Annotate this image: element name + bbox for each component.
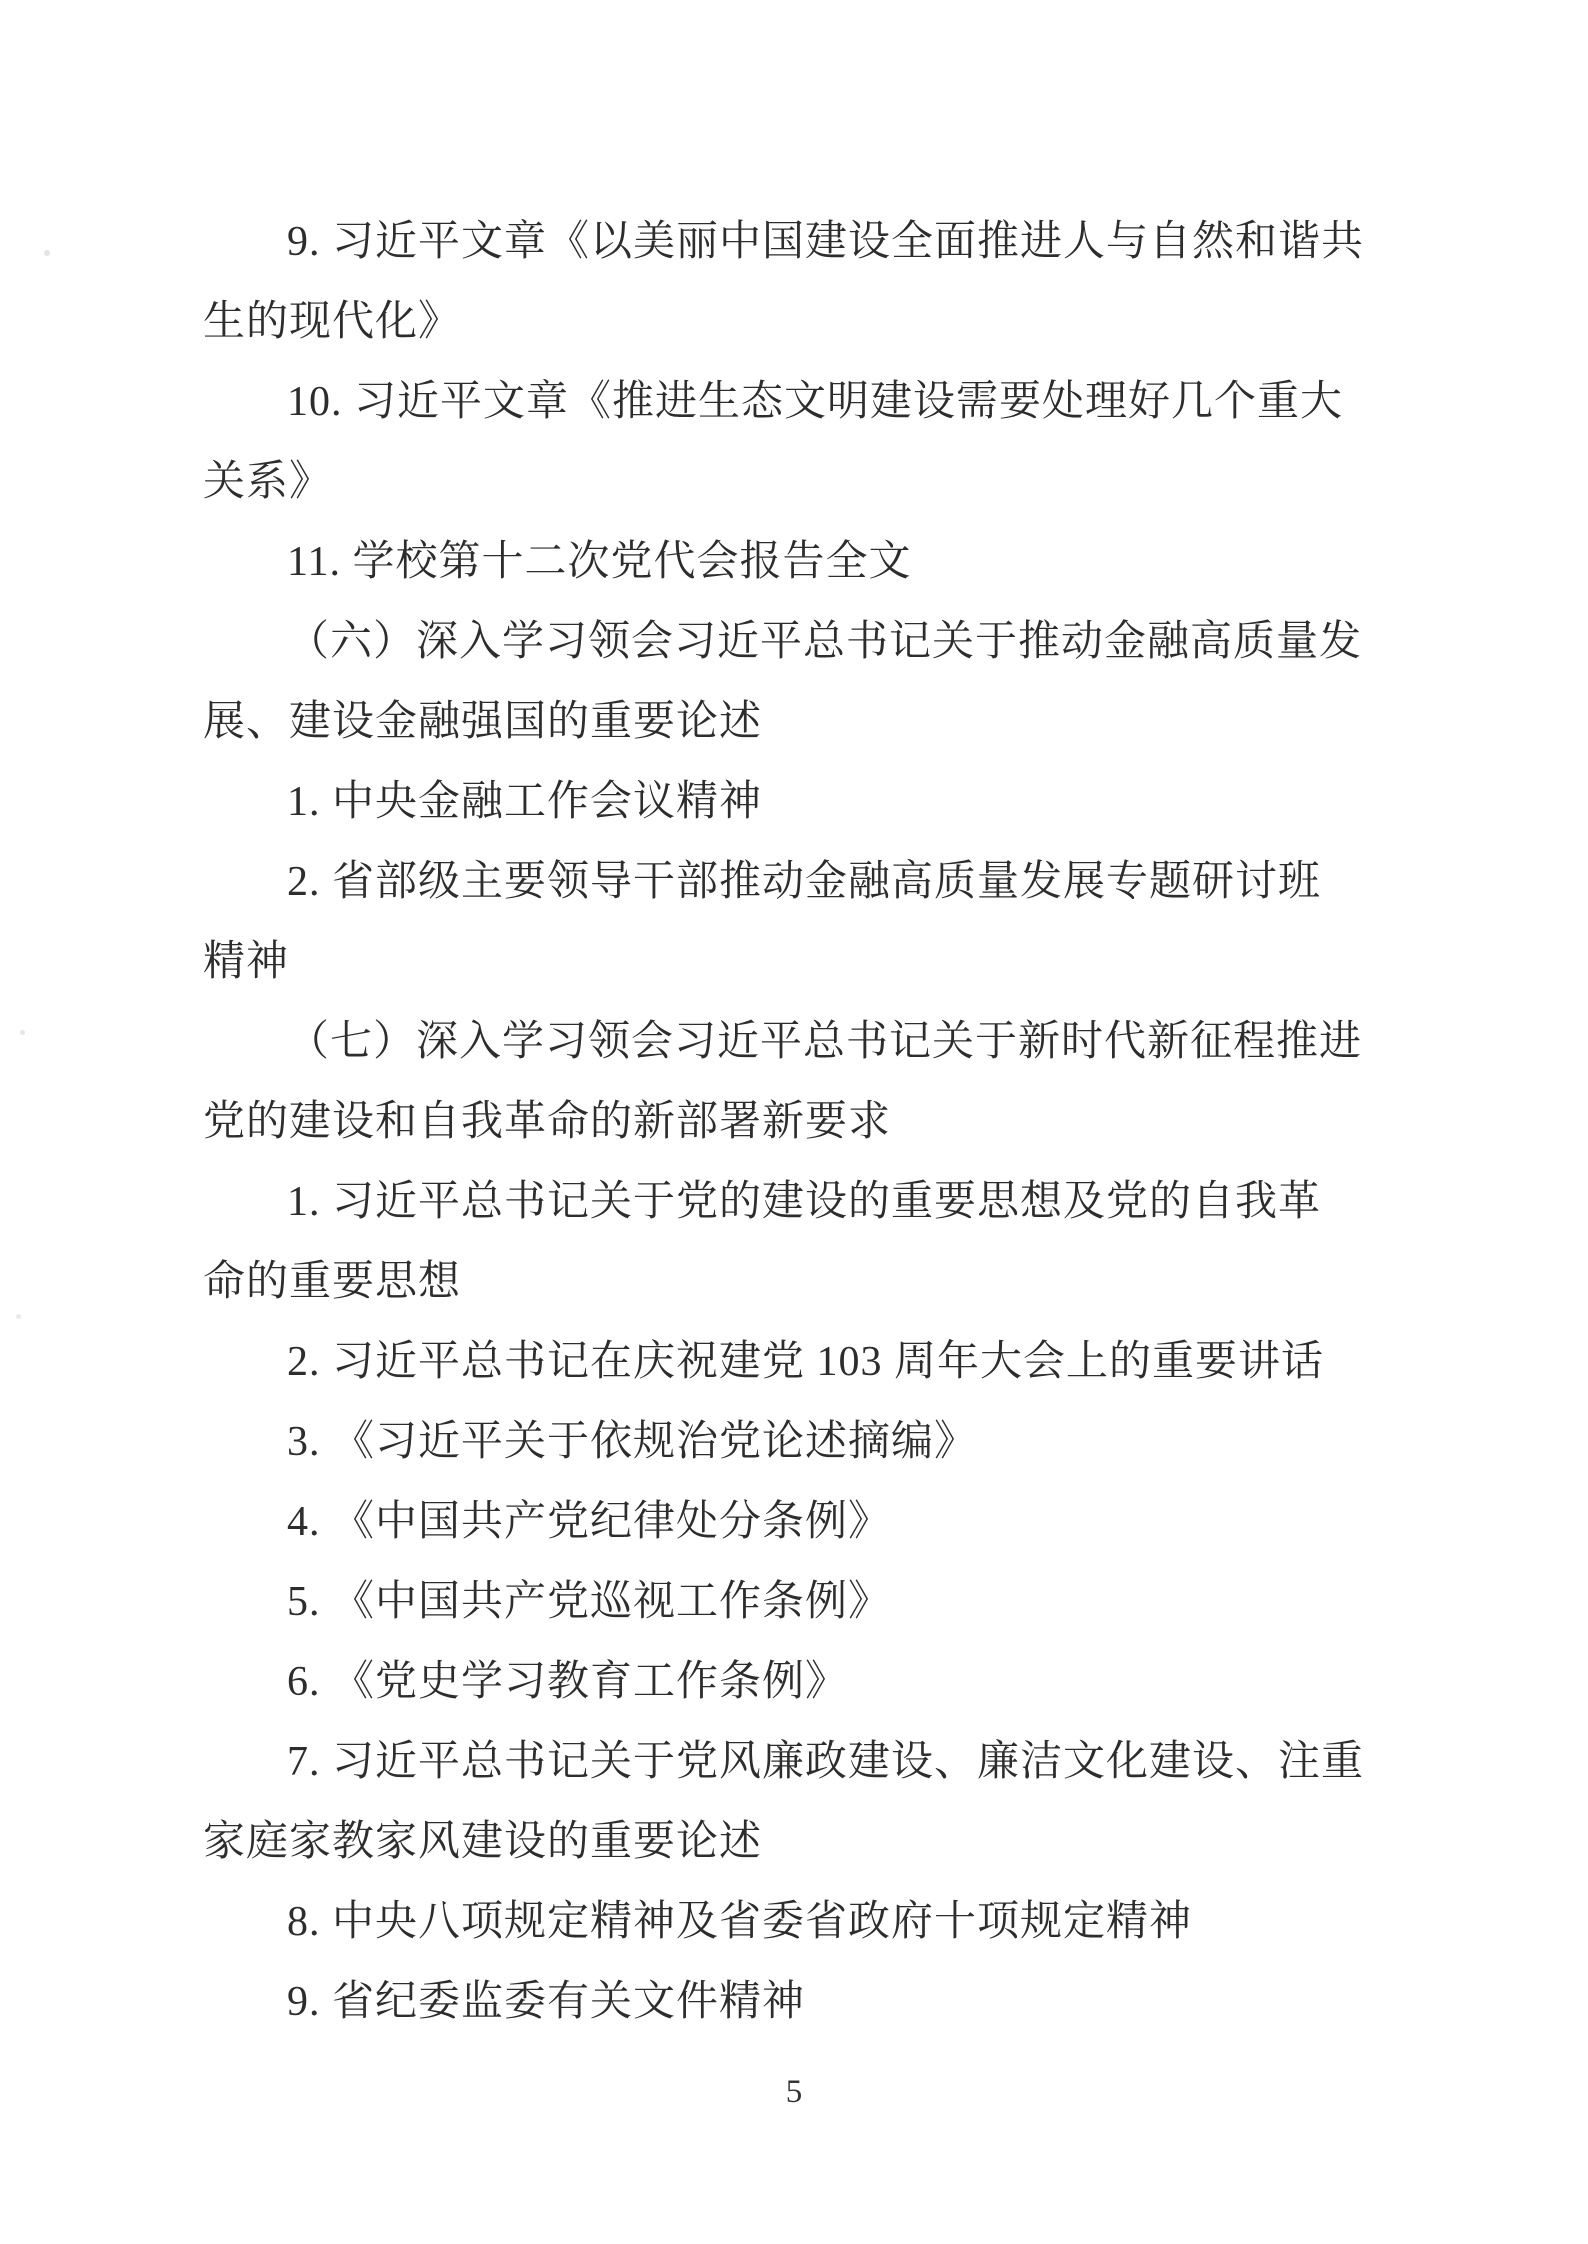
document-line: 11. 学校第十二次党代会报告全文 [287, 539, 912, 585]
scan-speck [20, 1030, 25, 1035]
document-line: 关系》 [203, 459, 333, 505]
document-line: 5. 《中国共产党巡视工作条例》 [287, 1579, 892, 1625]
document-line: 1. 中央金融工作会议精神 [287, 779, 763, 825]
document-line: 展、建设金融强国的重要论述 [203, 699, 763, 745]
document-line: 7. 习近平总书记关于党风廉政建设、廉洁文化建设、注重 [287, 1739, 1365, 1785]
scan-speck [16, 1314, 21, 1319]
document-line: 命的重要思想 [203, 1259, 462, 1305]
document-line: 3. 《习近平关于依规治党论述摘编》 [287, 1419, 978, 1465]
document-line: 4. 《中国共产党纪律处分条例》 [287, 1499, 892, 1545]
document-body [203, 202, 1453, 2042]
document-line: （六）深入学习领会习近平总书记关于推动金融高质量发 [287, 619, 1363, 665]
document-line: 1. 习近平总书记关于党的建设的重要思想及党的自我革 [287, 1179, 1322, 1225]
document-line: 8. 中央八项规定精神及省委省政府十项规定精神 [287, 1899, 1193, 1945]
document-line: 生的现代化》 [203, 299, 462, 345]
document-line: 10. 习近平文章《推进生态文明建设需要处理好几个重大 [287, 379, 1344, 425]
document-line: 家庭家教家风建设的重要论述 [203, 1819, 763, 1865]
document-line: 9. 习近平文章《以美丽中国建设全面推进人与自然和谐共 [287, 219, 1365, 265]
document-line: 6. 《党史学习教育工作条例》 [287, 1659, 849, 1705]
document-line: 精神 [203, 939, 290, 985]
document-line: 党的建设和自我革命的新部署新要求 [203, 1099, 892, 1145]
scan-speck [44, 250, 50, 256]
document-line: （七）深入学习领会习近平总书记关于新时代新征程推进 [287, 1019, 1363, 1065]
page-number: 5 [785, 2074, 803, 2110]
document-line: 2. 省部级主要领导干部推动金融高质量发展专题研讨班 [287, 859, 1322, 905]
document-line: 2. 习近平总书记在庆祝建党 103 周年大会上的重要讲话 [287, 1339, 1325, 1385]
document-line: 9. 省纪委监委有关文件精神 [287, 1979, 806, 2025]
